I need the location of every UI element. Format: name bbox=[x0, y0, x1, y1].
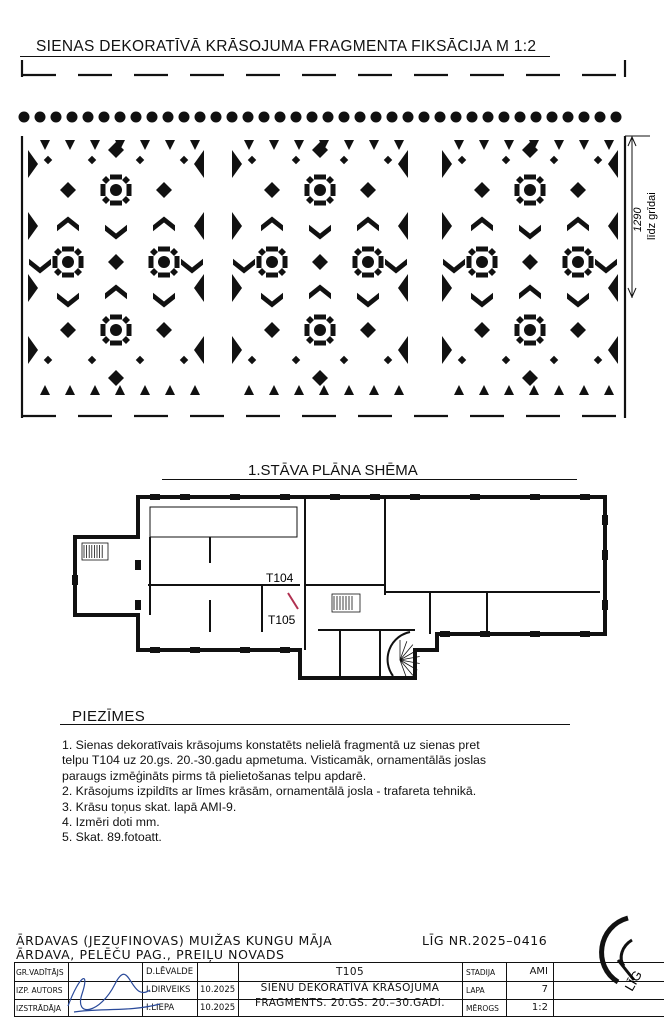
project-number: LĪG NR.2025–0416 bbox=[422, 933, 548, 948]
sheet-title-line: SIENU DEKORATĪVĀ KRĀSOJUMA bbox=[260, 982, 440, 994]
plan-stairs bbox=[82, 543, 420, 679]
object-address: ĀRDAVA, PELĒČU PAG., PREIĻU NOVADS bbox=[16, 947, 285, 962]
note-line: 1. Sienas dekoratīvais krāsojums konstatēts nelielā fragmentā uz sienas pret bbox=[62, 738, 480, 752]
role-label: GR.VADĪTĀJS bbox=[16, 968, 64, 977]
role-label: IZP. AUTORS bbox=[16, 986, 63, 995]
note-line: paraugs izmēģināts pirms tā pielietošanas telpu apdarē. bbox=[62, 768, 367, 783]
role-name: D.LĒVALDE bbox=[146, 967, 194, 977]
sheet-title-line: FRAGMENTS. 20.GS. 20.–30.GADI. bbox=[254, 997, 445, 1009]
logo-letters: LĪG bbox=[621, 967, 646, 994]
object-name: ĀRDAVAS (JEZUFINOVAS) MUIŽAS KUNGU MĀJA bbox=[16, 933, 333, 948]
note-line: 5. Skat. 89.fotoatt. bbox=[62, 830, 162, 845]
plan-title-underline bbox=[162, 479, 577, 480]
stencil-pattern-panels bbox=[28, 140, 618, 395]
notes-list bbox=[62, 738, 582, 846]
role-name: I.DIRVEIKS bbox=[146, 985, 191, 995]
field-label-scale: MĒROGS bbox=[466, 1004, 499, 1013]
room-label-t104: T104 bbox=[266, 571, 294, 585]
field-value-sheet: 7 bbox=[541, 984, 548, 995]
company-logo bbox=[588, 912, 660, 1020]
dimension-value: 1290 bbox=[632, 207, 644, 232]
notes-underline bbox=[60, 724, 570, 725]
field-value-scale: 1:2 bbox=[531, 1002, 548, 1013]
field-value-stage: AMI bbox=[529, 966, 548, 977]
field-label-sheet: LAPA bbox=[466, 986, 485, 995]
stencil-panel bbox=[232, 140, 408, 395]
notes-title: PIEZĪMES bbox=[72, 708, 146, 725]
role-label: IZSTRĀDĀJA bbox=[16, 1004, 62, 1013]
role-name: I.LIEPA bbox=[146, 1003, 175, 1013]
role-date: 10.2025 bbox=[200, 1003, 236, 1013]
note-line: 3. Krāsu toņus skat. lapā AMI-9. bbox=[62, 799, 237, 814]
signature-mark bbox=[60, 964, 170, 1020]
plan-title: 1.STĀVA PLĀNA SHĒMA bbox=[248, 462, 418, 479]
drawing-title: SIENAS DEKORATĪVĀ KRĀSOJUMA FRAGMENTA FIKSĀCIJA M 1:2 bbox=[36, 38, 537, 55]
stencil-panel bbox=[442, 140, 618, 395]
dot-row-band bbox=[19, 112, 622, 123]
note-line: telpu T104 uz 20.gs. 20.-30.gadu apmetuma. Visticamāk, ornamentālās joslas bbox=[62, 753, 487, 768]
note-line: 2. Krāsojums izpildīts ar līmes krāsām, ornamentālā josla - trafareta tehnikā. bbox=[62, 784, 477, 799]
note-line: 4. Izmēri doti mm. bbox=[62, 815, 160, 830]
location-arrow bbox=[288, 593, 298, 609]
sheet-room: T105 bbox=[335, 966, 365, 978]
dimension-note: līdz grīdai bbox=[646, 192, 658, 240]
role-date: 10.2025 bbox=[200, 985, 236, 995]
field-label-stage: STADIJA bbox=[466, 968, 496, 977]
stencil-panel bbox=[28, 140, 204, 395]
room-label-t105: T105 bbox=[268, 613, 296, 627]
top-dashed-border bbox=[22, 60, 625, 77]
